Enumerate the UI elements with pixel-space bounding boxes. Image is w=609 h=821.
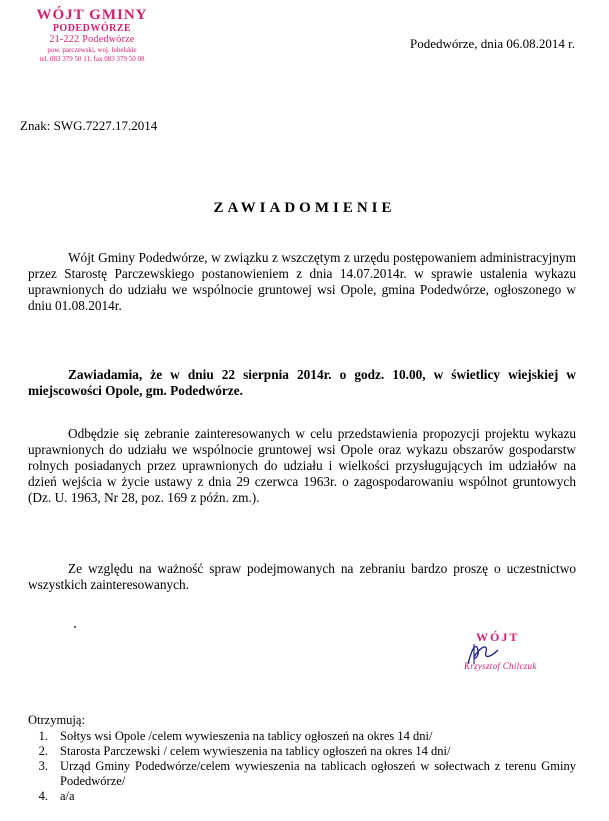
paragraph-request (28, 561, 576, 593)
list-item-number: 3. (38, 759, 48, 773)
stamp-line-4: pow. parczewski, woj. lubelskie (47, 46, 137, 54)
paragraph-meeting (28, 426, 576, 506)
list-item (28, 759, 576, 789)
reference-number: Znak: SWG.7227.17.2014 (20, 118, 158, 133)
list-item-number: 4. (38, 789, 48, 803)
list-item-text: Sołtys wsi Opole /celem wywieszenia na tablicy ogłoszeń na okres 14 dni/ (60, 729, 433, 743)
list-item (28, 729, 576, 744)
stamp-line-2: PODEDWÓRZE (52, 23, 132, 34)
paragraph-intro (28, 250, 576, 314)
signature-title: WÓJT (476, 630, 520, 644)
recipients-label: Otrzymują: (28, 713, 85, 727)
signature-name: Krzysztof Chilczuk (464, 661, 537, 671)
stamp-line-3: 21-222 Podedwórze (49, 34, 135, 45)
recipients-list (28, 729, 576, 804)
stray-mark (74, 626, 76, 628)
paragraph-notice (28, 367, 576, 399)
list-item-text: a/a (60, 789, 75, 803)
list-item-number: 2. (38, 744, 48, 758)
list-item (28, 789, 576, 804)
signature-block (454, 630, 564, 674)
paragraph-intro-text: Wójt Gminy Podedwórze, w związku z wszczętym z urzędu postępowaniem administracyjnym przez Starostę Parczewskiego postanowieniem z dnia 14.07.2014r. w sprawie ustalenia wykazu uprawnionych do udziału we wspólnocie gruntowej wsi Opole, gmina Podedwórze, ogłoszonego w dniu 01.08.2014r. (28, 250, 576, 313)
document-title: ZAWIADOMIENIE (213, 200, 396, 216)
list-item-number: 1. (38, 729, 48, 743)
paragraph-meeting-text: Odbędzie się zebranie zainteresowanych w celu przedstawienia propozycji projektu wykazu uprawnionych do udziału we wspólnocie gruntowej wsi Opole oraz wykazu obszarów gospodarstw rolnych posiadanych przez uprawnionych do udziału i wielkości przysługujących im udziałów na dzień wejścia w życie ustawy z dnia 29 czerwca 1963r. o zagospodarowaniu wspólnot gruntowych (Dz. U. 1963, Nr 28, poz. 169 z późn. zm.). (28, 426, 576, 505)
stamp-line-5: tel. 083 379 50 11, fax 083 379 50 08 (39, 55, 145, 63)
stamp-line-1: WÓJT GMINY (36, 7, 148, 23)
paragraph-request-text: Ze względu na ważność spraw podejmowanych na zebraniu bardzo proszę o uczestnictwo wszystkich zainteresowanych. (28, 561, 576, 592)
paragraph-notice-text: Zawiadamia, że w dniu 22 sierpnia 2014r. o godz. 10.00, w świetlicy wiejskiej w miejscowości Opole, gm. Podedwórze. (28, 367, 576, 398)
place-and-date: Podedwórze, dnia 06.08.2014 r. (409, 36, 575, 51)
list-item-text: Urząd Gminy Podedwórze/celem wywieszenia na tablicach ogłoszeń w sołectwach z terenu Gminy Podedwórze/ (60, 759, 576, 788)
office-stamp (6, 8, 178, 64)
list-item-text: Starosta Parczewski / celem wywieszenia na tablicy ogłoszeń na okres 14 dni/ (60, 744, 451, 758)
list-item (28, 744, 576, 759)
